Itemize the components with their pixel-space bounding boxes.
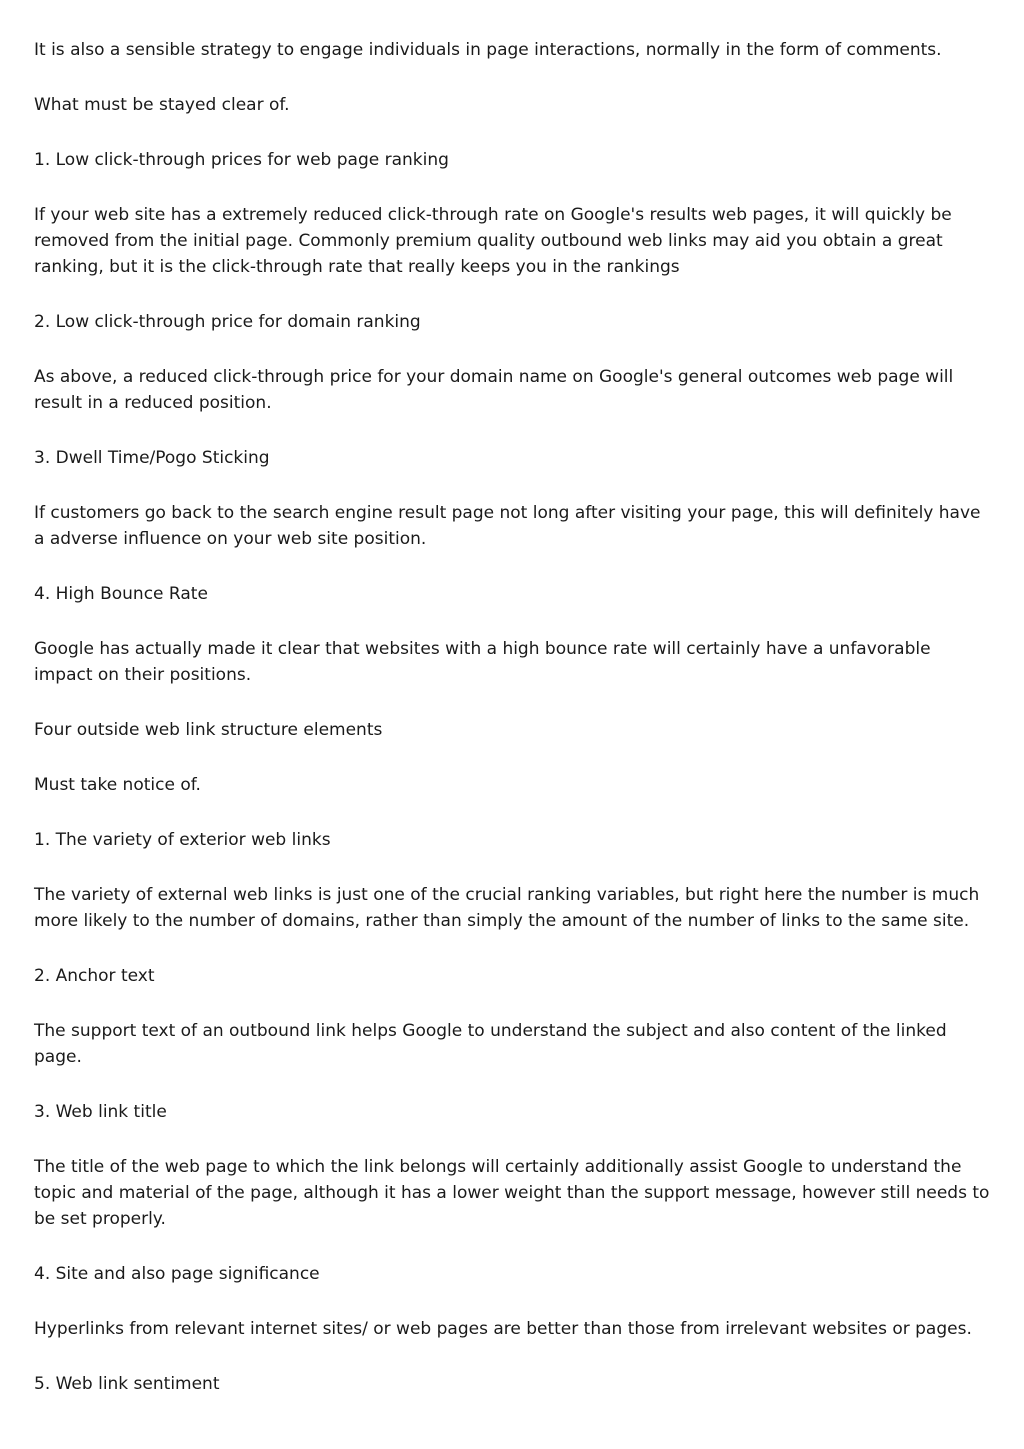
list-item-heading: 3. Dwell Time/Pogo Sticking [34,448,270,468]
list-item-heading: 5. Web link sentiment [34,1374,220,1394]
list-item-heading: 4. Site and also page significance [34,1264,320,1284]
paragraph: Google has actually made it clear that websites with a high bounce rate will certainly have a unfavorable impact on their positions. [34,639,931,685]
paragraph: The variety of external web links is just one of the crucial ranking variables, but right here the number is much more likely to the number of domains, rather than simply the amount of the number of links to the same site. [34,885,980,931]
paragraph: If your web site has a extremely reduced click-through rate on Google's results web pages, it will quickly be removed from the initial page. Commonly premium quality outbound web links may aid you obtain a great ranking, but it is the click-through rate that really keeps you in the rankings [34,205,952,277]
list-item-heading: 2. Low click-through price for domain ranking [34,312,421,332]
paragraph: The support text of an outbound link helps Google to understand the subject and also content of the linked page. [34,1021,947,1067]
paragraph: If customers go back to the search engine result page not long after visiting your page, this will definitely have a adverse influence on your web site position. [34,503,981,549]
list-item-heading: 4. High Bounce Rate [34,584,208,604]
list-item-heading: 2. Anchor text [34,966,155,986]
heading-what-to-avoid: What must be stayed clear of. [34,95,290,115]
paragraph-engagement: It is also a sensible strategy to engage individuals in page interactions, normally in the form of comments. [34,40,942,60]
paragraph: Hyperlinks from relevant internet sites/ or web pages are better than those from irrelevant websites or pages. [34,1319,972,1339]
list-item-heading: 1. Low click-through prices for web page ranking [34,150,449,170]
document-body [34,37,994,1426]
paragraph: As above, a reduced click-through price for your domain name on Google's general outcomes web page will result in a reduced position. [34,367,954,413]
section-subheading: Must take notice of. [34,775,201,795]
paragraph: The title of the web page to which the link belongs will certainly additionally assist Google to understand the topic and material of the page, although it has a lower weight than the support message, however still needs to be set properly. [34,1157,990,1229]
section-heading: Four outside web link structure elements [34,720,383,740]
list-item-heading: 1. The variety of exterior web links [34,830,331,850]
list-item-heading: 3. Web link title [34,1102,167,1122]
